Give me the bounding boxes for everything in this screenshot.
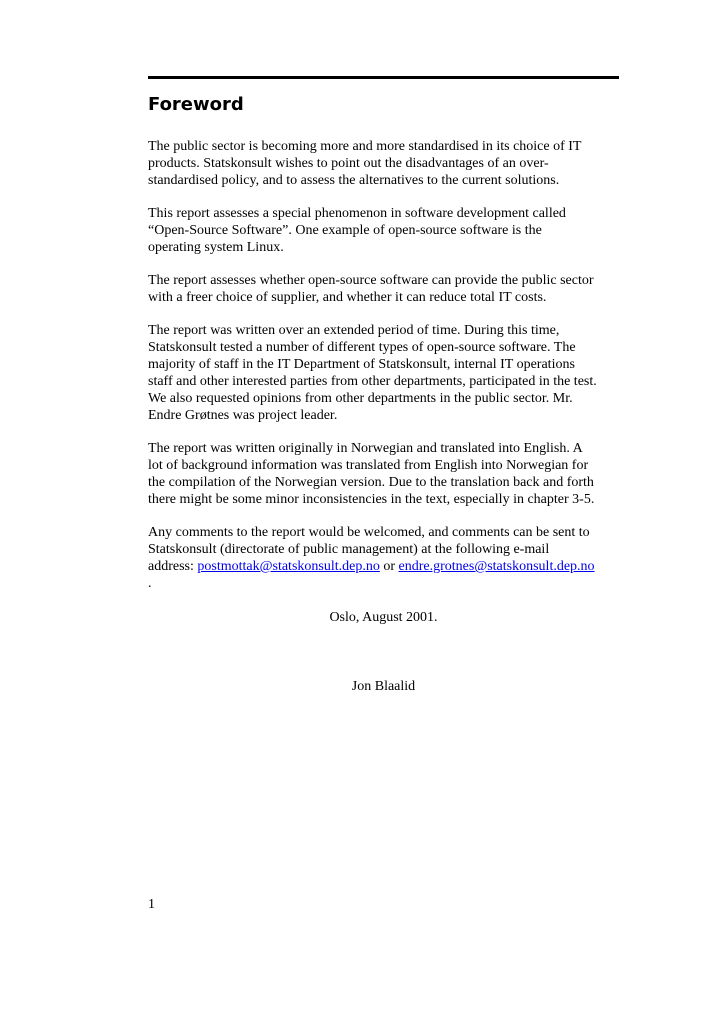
text-line: the compilation of the Norwegian version. Due to the translation back and forth [148,475,594,490]
text-line: staff and other interested parties from other departments, participated in the test. [148,374,597,389]
text-line: with a freer choice of supplier, and whether it can reduce total IT costs. [148,290,547,305]
text-line: This report assesses a special phenomenon in software development called [148,206,566,221]
text-line: operating system Linux. [148,240,284,255]
paragraph-open-source [148,205,619,256]
text-line: there might be some minor inconsistencies in the text, especially in chapter 3-5. [148,492,595,507]
text-line: “Open-Source Software”. One example of open-source software is the [148,223,542,238]
email-line [148,558,619,575]
paragraph-translation [148,440,619,508]
email-joiner: or [379,559,399,574]
paragraph-contact [148,524,619,592]
text-line: standardised policy, and to assess the alternatives to the current solutions. [148,173,560,188]
paragraph-assessment [148,272,619,306]
text-line: majority of staff in the IT Department of Statskonsult, internal IT operations [148,357,575,372]
address-label: address: [148,559,198,574]
trailing-period: . [148,576,152,591]
text-line: Any comments to the report would be welcomed, and comments can be sent to [148,525,590,540]
text-line: The report was written originally in Norwegian and translated into English. A [148,441,583,456]
paragraph-testing [148,322,619,424]
header-rule [148,76,619,79]
text-line: Statskonsult (directorate of public management) at the following e-mail [148,542,550,557]
place-date: Oslo, August 2001. [329,610,438,625]
email-link-endre-grotnes[interactable]: endre.grotnes@statskonsult.dep.no [398,559,595,574]
text-line: Statskonsult tested a number of different types of open-source software. The [148,340,576,355]
text-line: products. Statskonsult wishes to point out the disadvantages of an over- [148,156,549,171]
email-link-postmottak[interactable]: postmottak@statskonsult.dep.no [197,559,380,574]
foreword-body [148,138,619,608]
text-line: We also requested opinions from other departments in the public sector. Mr. [148,391,573,406]
text-line: The report assesses whether open-source software can provide the public sector [148,273,594,288]
signature-name: Jon Blaalid [351,679,416,694]
text-line: The report was written over an extended period of time. During this time, [148,323,560,338]
paragraph-standardisation [148,138,619,189]
text-line: The public sector is becoming more and more standardised in its choice of IT [148,139,582,154]
page-number: 1 [148,897,155,912]
page-title: Foreword [148,94,244,115]
text-line: Endre Grøtnes was project leader. [148,408,338,423]
text-line: lot of background information was translated from English into Norwegian for [148,458,589,473]
